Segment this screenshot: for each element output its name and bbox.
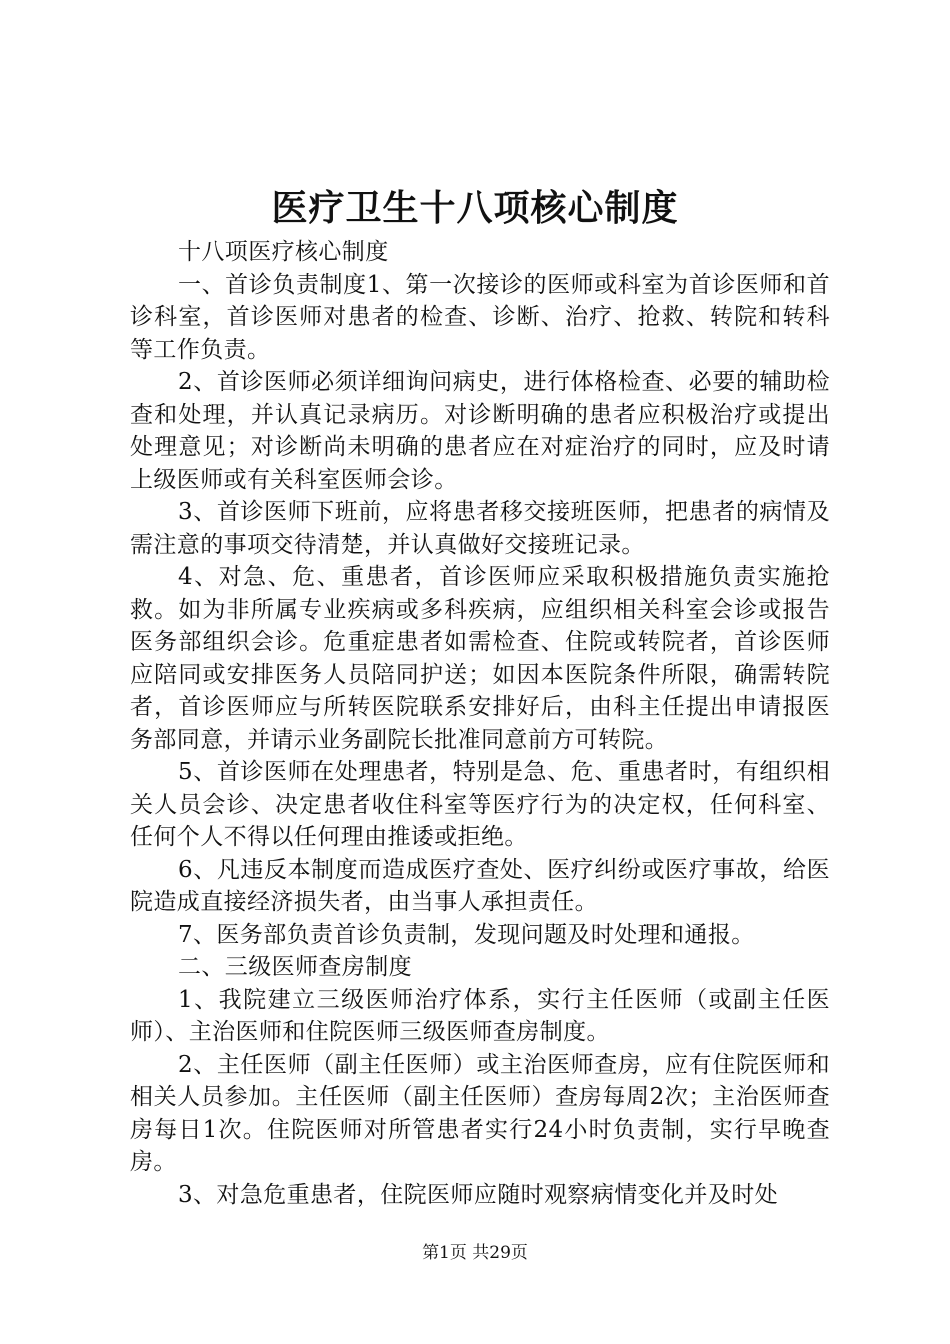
- paragraph: 3、对急危重患者，住院医师应随时观察病情变化并及时处: [178, 1181, 779, 1208]
- paragraph: 5、首诊医师在处理患者，特别是急、危、重患者时，有组织相关人员会诊、决定患者收住科室等医疗行为的决定权，任何科室、任何个人不得以任何理由推诿或拒绝。: [130, 759, 830, 850]
- paragraph: 十八项医疗核心制度: [178, 239, 389, 265]
- paragraph: 二、三级医师查房制度: [178, 954, 412, 980]
- paragraph: 2、首诊医师必须详细询问病史，进行体格检查、必要的辅助检查和处理，并认真记录病历。对诊断明确的患者应积极治疗或提出处理意见；对诊断尚未明确的患者应在对症治疗的同时，应及时请上级医师或有关科室医师会诊。: [130, 369, 830, 493]
- page-footer: 第1页 共29页: [422, 1243, 528, 1263]
- paragraph: 6、凡违反本制度而造成医疗查处、医疗纠纷或医疗事故，给医院造成直接经济损失者，由当事人承担责任。: [130, 856, 830, 915]
- paragraph: 一、首诊负责制度1、第一次接诊的医师或科室为首诊医师和首诊科室，首诊医师对患者的检查、诊断、治疗、抢救、转院和转科等工作负责。: [130, 271, 830, 363]
- document-body: [130, 236, 830, 1211]
- paragraph: 2、主任医师（副主任医师）或主治医师查房，应有住院医师和相关人员参加。主任医师（副主任医师）查房每周2次；主治医师查房每日1次。住院医师对所管患者实行24小时负责制，实行早晚查房。: [130, 1051, 830, 1175]
- paragraph: 4、对急、危、重患者，首诊医师应采取积极措施负责实施抢救。如为非所属专业疾病或多科疾病，应组织相关科室会诊或报告医务部组织会诊。危重症患者如需检查、住院或转院者，首诊医师应陪同或安排医务人员陪同护送；如因本医院条件所限，确需转院者，首诊医师应与所转医院联系安排好后，由科主任提出申请报医务部同意，并请示业务副院长批准同意前方可转院。: [130, 564, 830, 753]
- paragraph: 7、医务部负责首诊负责制，发现问题及时处理和通报。: [178, 921, 755, 948]
- paragraph: 1、我院建立三级医师治疗体系，实行主任医师（或副主任医师）、主治医师和住院医师三级医师查房制度。: [130, 986, 830, 1045]
- document-title: 医疗卫生十八项核心制度: [271, 187, 679, 229]
- paragraph: 3、首诊医师下班前，应将患者移交接班医师，把患者的病情及需注意的事项交待清楚，并认真做好交接班记录。: [130, 499, 830, 558]
